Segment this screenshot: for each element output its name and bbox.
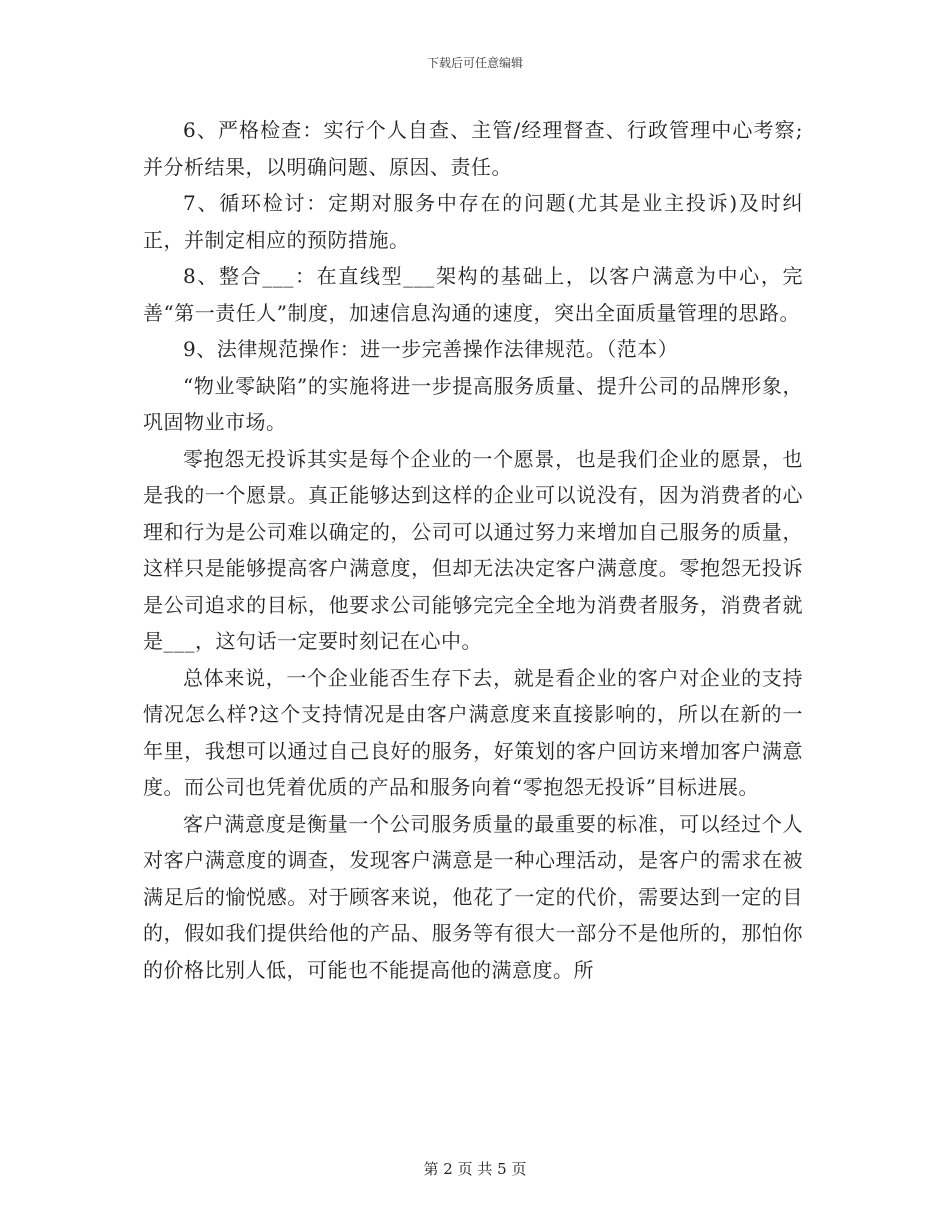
document-body xyxy=(143,112,803,988)
paragraph: 零抱怨无投诉其实是每个企业的一个愿景，也是我们企业的愿景，也是我的一个愿景。真正能够达到这样的企业可以说没有，因为消费者的心理和行为是公司难以确定的，公司可以通过努力来增加自己服务的质量，这样只是能够提高客户满意度，但却无法决定客户满意度。零抱怨无投诉是公司追求的目标，他要求公司能够完完全全地为消费者服务，消费者就是___，这句话一定要时刻记在心中。 xyxy=(143,446,803,653)
paragraph: 7、循环检讨：定期对服务中存在的问题(尤其是业主投诉)及时纠正，并制定相应的预防措施。 xyxy=(143,191,803,252)
paragraph: 客户满意度是衡量一个公司服务质量的最重要的标准，可以经过个人对客户满意度的调查，发现客户满意是一种心理活动，是客户的需求在被满足后的愉悦感。对于顾客来说，他花了一定的代价，需要达到一定的目的，假如我们提供给他的产品、服务等有很大一部分不是他所的，那怕你的价格比别人低，可能也不能提高他的满意度。所 xyxy=(143,811,803,982)
paragraph: 总体来说，一个企业能否生存下去，就是看企业的客户对企业的支持情况怎么样?这个支持情况是由客户满意度来直接影响的，所以在新的一年里，我想可以通过自己良好的服务，好策划的客户回访来增加客户满意度。而公司也凭着优质的产品和服务向着“零抱怨无投诉”目标进展。 xyxy=(143,665,803,799)
page-header: 下载后可任意编辑 xyxy=(426,56,523,70)
paragraph: “物业零缺陷”的实施将进一步提高服务质量、提升公司的品牌形象，巩固物业市场。 xyxy=(143,373,803,434)
paragraph: 9、法律规范操作：进一步完善操作法律规范。（范本） xyxy=(183,337,679,361)
paragraph: 8、整合___：在直线型___架构的基础上，以客户满意为中心，完善“第一责任人”制度，加速信息沟通的速度，突出全面质量管理的思路。 xyxy=(143,264,803,325)
paragraph: 6、严格检查：实行个人自查、主管/经理督查、行政管理中心考察;并分析结果，以明确问题、原因、责任。 xyxy=(143,118,803,179)
page-number: 第 2 页 共 5 页 xyxy=(423,1160,527,1178)
